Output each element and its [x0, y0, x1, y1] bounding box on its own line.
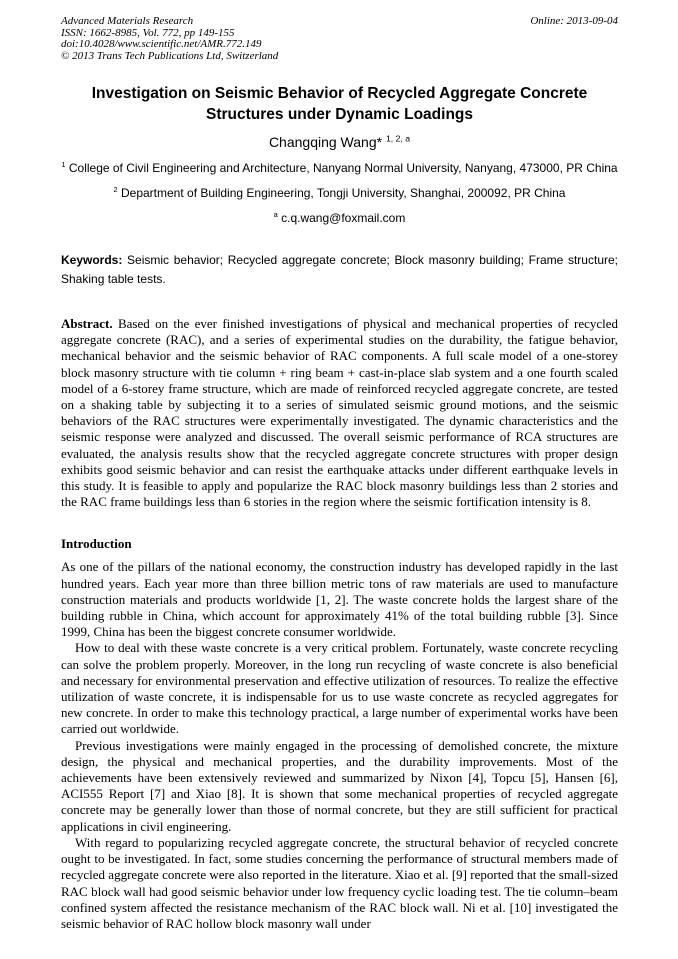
keywords-label: Keywords:	[61, 253, 123, 267]
abstract-label: Abstract.	[61, 316, 113, 331]
online-date: Online: 2013-09-04	[530, 15, 618, 27]
author-superscript: 1, 2, a	[385, 133, 411, 144]
keywords-text: Seismic behavior; Recycled aggregate concrete; Block masonry building; Frame structure; Shaking table tests.	[61, 253, 618, 286]
affiliation-line-2	[61, 185, 618, 201]
email-line	[61, 210, 618, 226]
intro-paragraph-2: How to deal with these waste concrete is a very critical problem. Fortunately, waste concrete recycling can solve the problem properly. Moreover, in the long run recycling of waste concrete is also beneficial and necessary for environmental preservation and effective utilization of resources. To realize the effective utilization of waste concrete, it is indispensable for us to use waste concrete as recycled aggregates for new concrete. In order to make this technology practical, a large number of experimental works have been carried out worldwide.	[61, 640, 618, 737]
intro-paragraph-1: As one of the pillars of the national economy, the construction industry has developed rapidly in the last hundred years. Each year more than three billion metric tons of raw materials are used to manufacture construction materials and products worldwide [1, 2]. The waste concrete holds the largest share of the building rubble in China, which account for approximately 41% of the total building rubble [3]. Since 1999, China has been the biggest concrete consumer worldwide.	[61, 559, 618, 640]
section-heading-introduction: Introduction	[61, 536, 132, 552]
author-line	[61, 134, 618, 150]
keywords-block	[61, 251, 618, 289]
intro-paragraph-3: Previous investigations were mainly engaged in the processing of demolished concrete, the mixture design, the physical and mechanical properties, and the durability improvements. Most of the achievements have been extensively reviewed and summarized by Nixon [4], Topcu [5], Hansen [6], ACI555 Report [7] and Xiao [8]. It is shown that some mechanical properties of recycled aggregate concrete may be generally lower than those of normal concrete, but they are still sufficient for practical applications in civil engineering.	[61, 737, 618, 834]
copyright-line: © 2013 Trans Tech Publications Ltd, Switzerland	[61, 49, 279, 62]
email-address: c.q.wang@foxmail.com	[281, 211, 406, 225]
intro-paragraph-4: With regard to popularizing recycled aggregate concrete, the structural behavior of recycled concrete ought to be investigated. In fact, some studies concerning the performance of structural members made of recycled aggregate concrete were also reported in the literature. Xiao et al. [9] reported that the small-sized RAC block wall had good seismic behavior under low frequency cyclic loading test. The tie column–beam confined system affected the resistance mechanism of the RAC block wall. Ni et al. [10] investigated the seismic behavior of RAC hollow block masonry wall under	[61, 834, 618, 931]
affiliation-2-text: Department of Building Engineering, Tongji University, Shanghai, 200092, PR China	[120, 186, 566, 200]
journal-name: Advanced Materials Research	[61, 15, 194, 27]
email-marker: a	[273, 210, 278, 219]
abstract-text: Based on the ever finished investigations of physical and mechanical properties of recycled aggregate concrete (RAC), and a series of experimental studies on the durability, the fatigue behavior, mechanical behavior and the seismic behavior of RAC components. A full scale model of a one-storey block masonry structure with tie column + ring beam + cast-in-place slab system and a one fourth scaled model of a 6-storey frame structure, which are made of reinforced recycled aggregate concrete, are tested on a shaking table by subjecting it to a series of simulated seismic ground motions, and the seismic behaviors of the RAC structures were experimentally investigated. The dynamic characteristics and the seismic response were analyzed and discussed. The overall seismic performance of RCA structures are evaluated, the analysis results show that the recycled aggregate concrete structures with proper design exhibits good seismic behavior and can resist the earthquake attacks under different earthquake levels in this study. It is feasible to apply and popularize the RAC block masonry buildings less than 2 stories and the RAC frame buildings less than 6 stories in the region where the seismic fortification intensity is 8.	[61, 316, 619, 510]
abstract-block	[61, 316, 618, 510]
affiliation-line-1	[61, 160, 618, 176]
doi-line: doi:10.4028/www.scientific.net/AMR.772.149	[61, 38, 262, 50]
affiliation-2-marker: 2	[113, 185, 118, 194]
journal-header-row	[61, 16, 618, 28]
issn-line: ISSN: 1662-8985, Vol. 772, pp 149-155	[61, 26, 235, 39]
affiliation-1-text: College of Civil Engineering and Architecture, Nanyang Normal University, Nanyang, 473000, PR China	[68, 161, 618, 175]
journal-header	[61, 16, 618, 62]
paper-title: Investigation on Seismic Behavior of Recycled Aggregate Concrete Structures under Dynamic Loadings	[91, 85, 588, 123]
author-name: Changqing Wang*	[268, 134, 383, 150]
affiliation-1-marker: 1	[61, 160, 66, 169]
